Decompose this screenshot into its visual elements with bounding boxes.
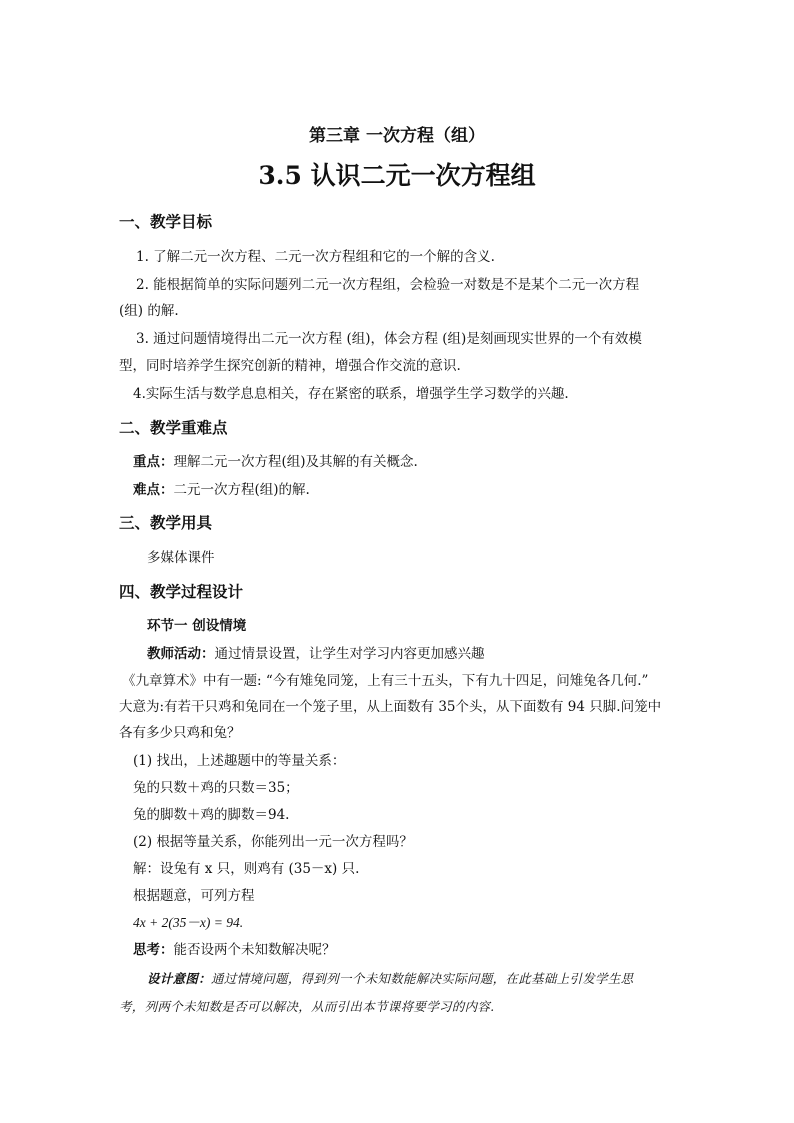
- difficulty-label: 难点：: [133, 482, 174, 498]
- solution-setup: 根据题意，可列方程: [133, 888, 255, 904]
- teacher-activity-line: [147, 645, 485, 663]
- objective-item-3-cont: 型，同时培养学生探究创新的精神，增强合作交流的意识.: [119, 358, 461, 374]
- section-heading-objectives: 一、教学目标: [119, 212, 213, 231]
- step-one-heading: 环节一 创设情境: [147, 618, 247, 634]
- objective-item-1: 1. 了解二元一次方程、二元一次方程组和它的一个解的含义.: [136, 249, 495, 265]
- solution-line: 解：设兔有 x 只，则鸡有 (35－x) 只.: [133, 861, 360, 877]
- problem-line-1: 《九章算术》中有一题: “今有雉兔同笼，上有三十五头，下有九十四足，问雉兔各几何.”: [122, 673, 649, 689]
- design-intent-line-1: [147, 970, 633, 988]
- teacher-activity-label: 教师活动：: [147, 646, 215, 662]
- key-point-text: 理解二元一次方程(组)及其解的有关概念.: [173, 454, 418, 470]
- key-point-line: [133, 453, 418, 471]
- problem-line-2: 大意为:有若干只鸡和兔同在一个笼子里，从上面数有 35个头，从下面数有 94 只脚.问笼中: [119, 699, 662, 715]
- design-intent-label: 设计意图：: [147, 971, 212, 986]
- difficulty-line: [133, 481, 310, 499]
- section-heading-tools: 三、教学用具: [119, 513, 213, 532]
- objective-item-3: 3. 通过问题情境得出二元一次方程 (组)，体会方程 (组)是刻画现实世界的一个有效模: [136, 331, 642, 347]
- tools-text: 多媒体课件: [147, 550, 215, 566]
- think-text: 能否设两个未知数解决呢？: [173, 942, 336, 958]
- objective-item-2-cont: (组) 的解.: [119, 303, 179, 319]
- design-intent-text-1: 通过情境问题，得到列一个未知数能解决实际问题，在此基础上引发学生思: [211, 971, 634, 986]
- question-1: (1) 找出，上述趣题中的等量关系：: [133, 753, 346, 769]
- design-intent-line-2: 考，列两个未知数是否可以解决，从而引出本节课将要学习的内容.: [119, 999, 495, 1014]
- objective-item-4: 4.实际生活与数学息息相关，存在紧密的联系，增强学生学习数学的兴趣.: [133, 386, 569, 402]
- relation-1: 兔的只数＋鸡的只数＝35；: [133, 780, 299, 796]
- objective-item-2: 2. 能根据简单的实际问题列二元一次方程组，会检验一对数是不是某个二元一次方程: [136, 277, 640, 293]
- relation-2: 兔的脚数＋鸡的脚数＝94.: [133, 807, 290, 823]
- think-label: 思考：: [133, 942, 174, 958]
- key-point-label: 重点：: [133, 454, 174, 470]
- section-heading-key-points: 二、教学重难点: [119, 418, 228, 437]
- lesson-title: 3.5 认识二元一次方程组: [258, 161, 536, 190]
- think-line: [133, 941, 336, 959]
- problem-line-3: 各有多少只鸡和兔？: [119, 725, 241, 741]
- question-2: (2) 根据等量关系，你能列出一元一次方程吗？: [133, 834, 413, 850]
- difficulty-text: 二元一次方程(组)的解.: [173, 482, 310, 498]
- equation: 4x + 2(35－x) = 94.: [133, 915, 244, 930]
- section-heading-process: 四、教学过程设计: [119, 582, 244, 601]
- chapter-title: 第三章 一次方程（组）: [309, 126, 485, 146]
- teacher-activity-text: 通过情景设置，让学生对学习内容更加感兴趣: [214, 646, 485, 662]
